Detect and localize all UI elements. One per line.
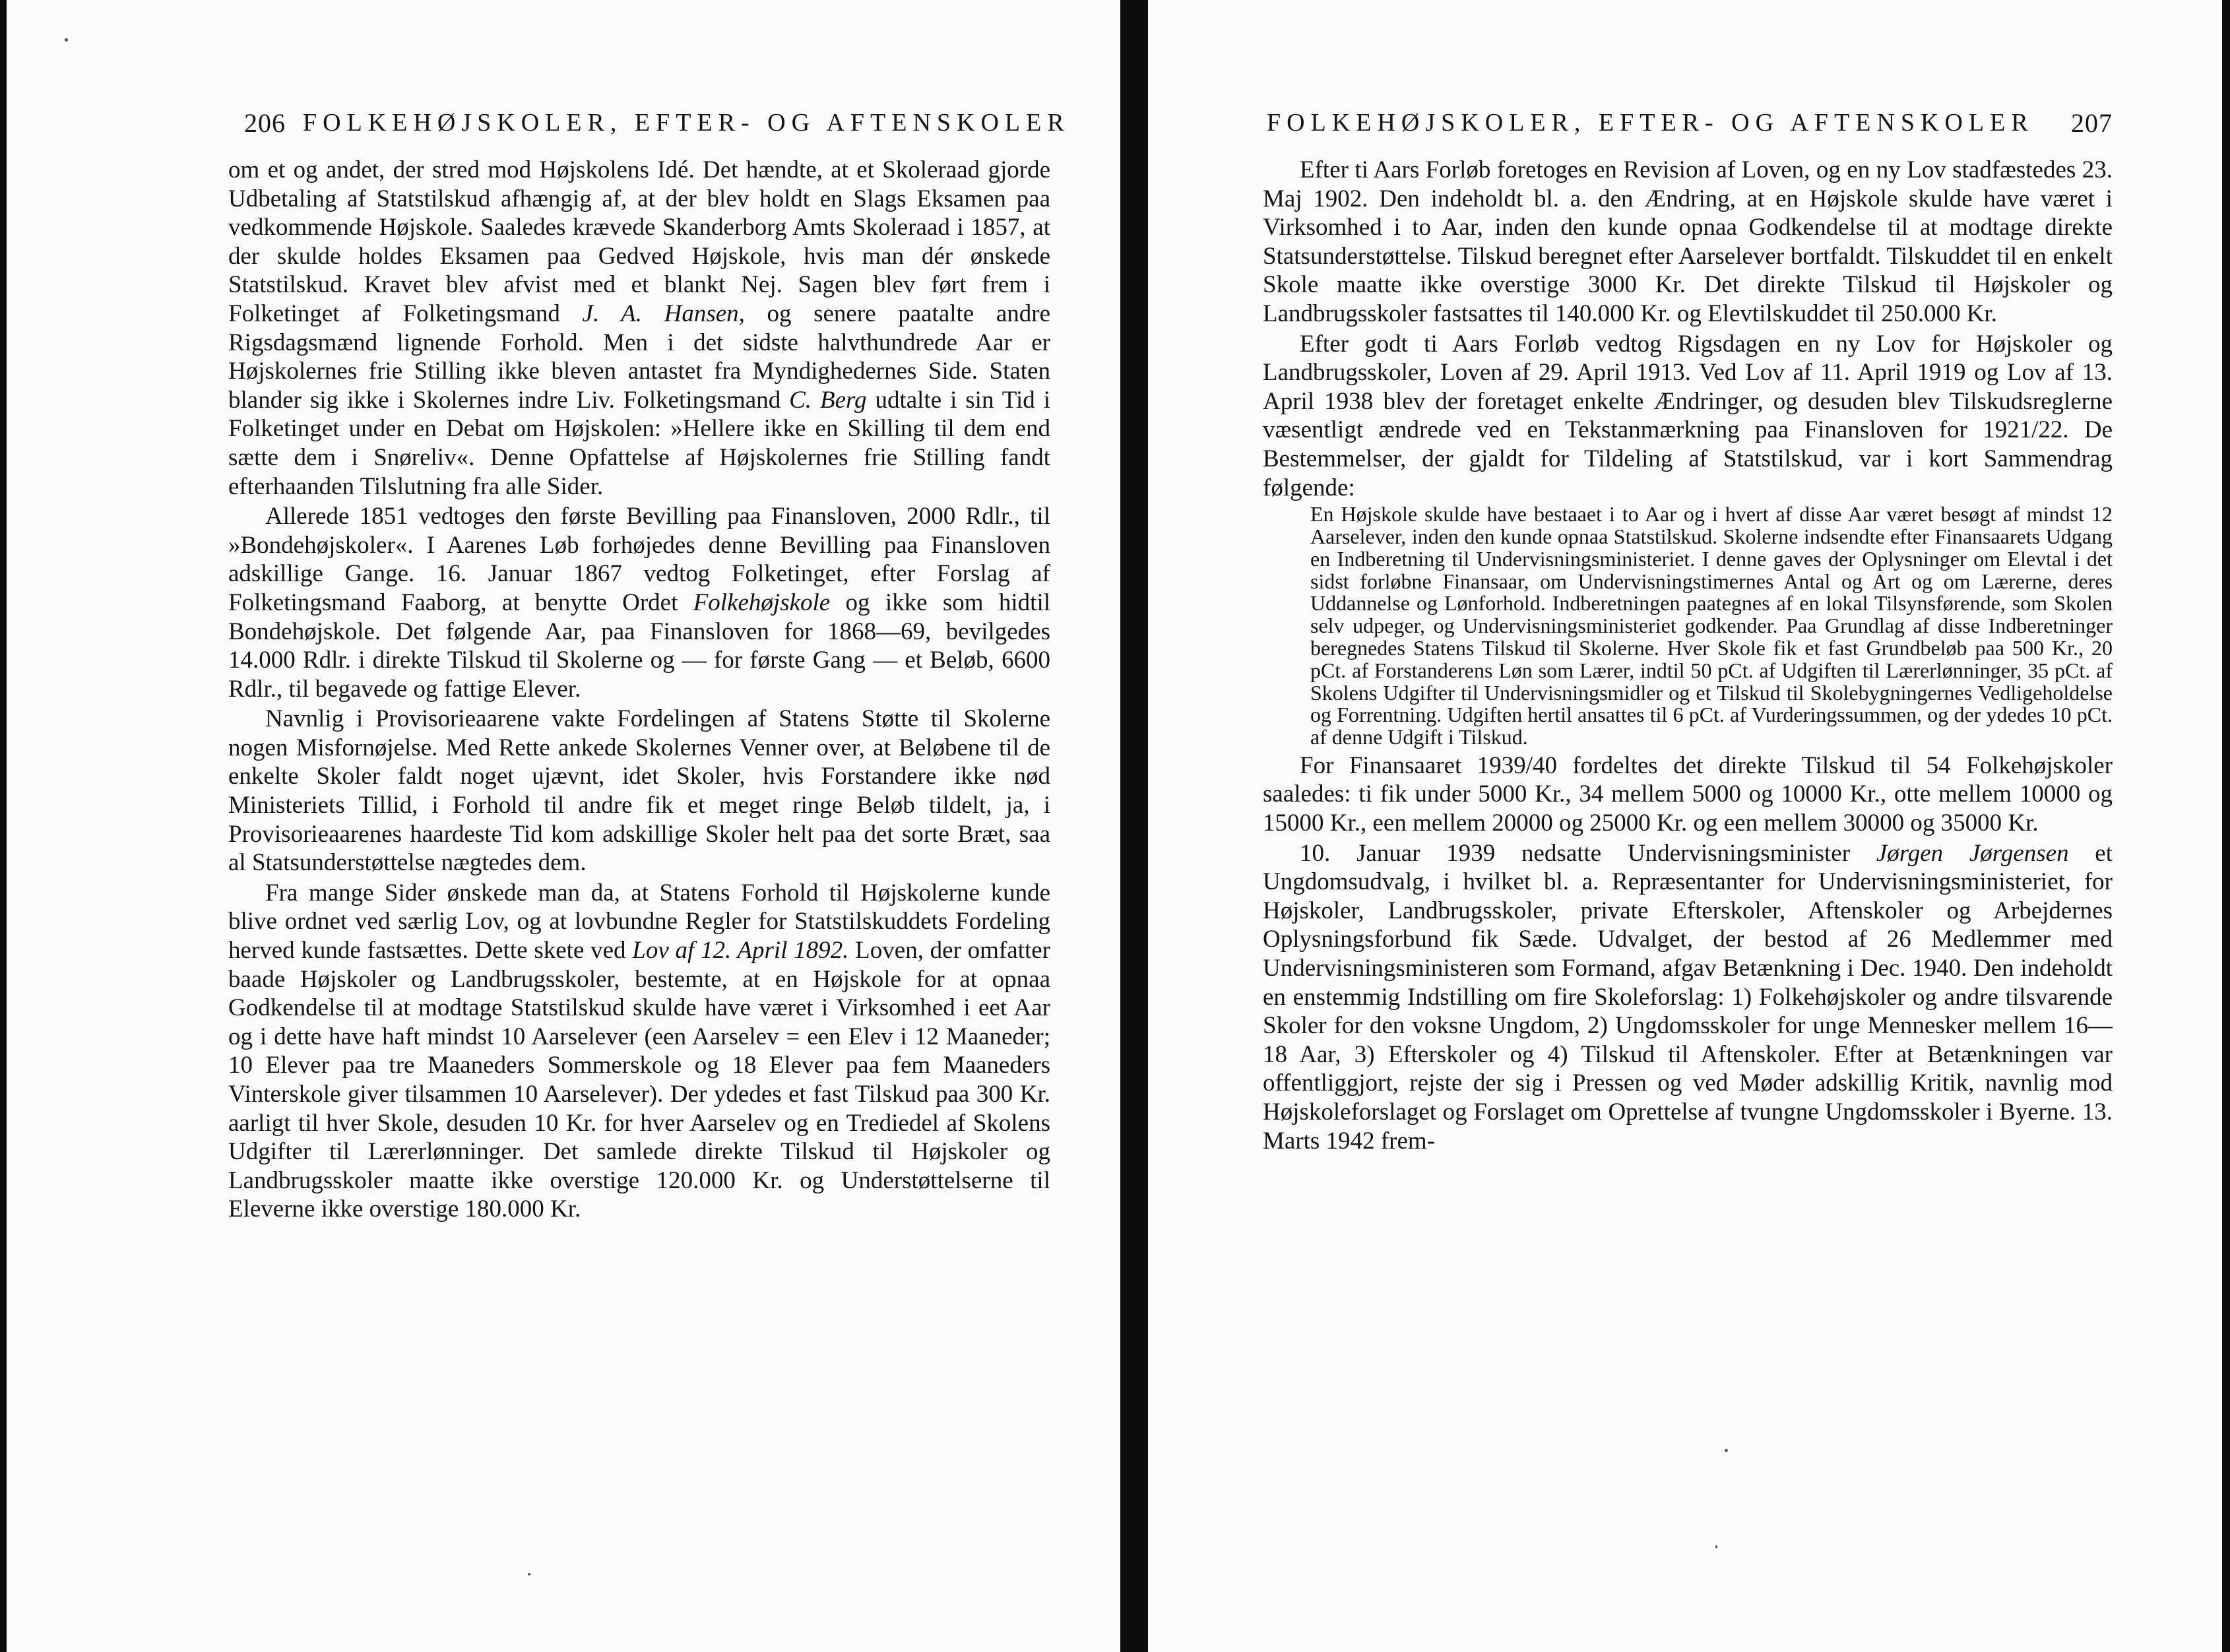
paragraph xyxy=(228,156,1050,501)
emphasized-text: Lov af 12. April 1892. xyxy=(632,937,849,965)
scan-speck xyxy=(1725,1449,1728,1452)
text-run: udtalte i sin Tid i Folketinget under en Debat om Højskolen: »Hellere ikke en Skilling til dem end sætte dem i Snøreliv«. Denne Opfattelse af Højskolernes frie Stilling fandt efterhaanden Tilslutning fra alle Sider. xyxy=(228,386,1050,500)
paragraph xyxy=(1263,839,2113,1156)
quoted-summary: En Højskole skulde have bestaaet i to Aar og i hvert af disse Aar været besøgt af mindst 12 Aarselever, inden den kunde opnaa Statstilskud. Skolerne indsendte efter Finansaarets Udgang en Indberetning til Undervisningsministeriet. I denne gaves der Oplysninger om Elevtal i det sidst forløbne Finansaar, om Undervisningstimernes Antal og Art og om Lærerne, deres Uddannelse og Lønforhold. Indberetningen paategnes af en lokal Tilsynsførende, som Skolen selv udpeger, og Undervisningsministeriet godkender. Paa Grundlag af disse Indberetninger beregnedes Statens Tilskud til Skolerne. Hver Skole fik et fast Grundbeløb paa 500 Kr., 20 pCt. af Forstanderens Løn som Lærer, indtil 50 pCt. af Udgiften til Lærerlønninger, 35 pCt. af Skolens Udgifter til Undervisningsmidler og et Tilskud til Skolebygningernes Vedligeholdelse og Forrentning. Udgiften hertil ansattes til 6 pCt. af Vurderingssummen, og der ydedes 10 pCt. af denne Udgift i Tilskud. xyxy=(1310,502,2113,749)
paragraph: Efter ti Aars Forløb foretoges en Revision af Loven, og en ny Lov stadfæstedes 23. Maj 1902. Den indeholdt bl. a. den Ændring, at en Højskole skulde have været i Virksomhed i to Aar, inden den kunde opnaa Godkendelse til at modtage direkte Statsunderstøttelse. Tilskud beregnet efter Aarselever bortfaldt. Tilskuddet til en enkelt Skole maatte ikke overstige 3000 Kr. Det direkte Tilskud til Højskoler og Landbrugsskoler fastsattes til 140.000 Kr. og Elevtilskuddet til 250.000 Kr. xyxy=(1263,156,2113,327)
text-run: og ikke som hidtil Bondehøjskole. Det følgende Aar, paa Finansloven for 1868—69, bevilgedes 14.000 Rdlr. i direkte Tilskud til Skolerne og — for første Gang — et Beløb, 6600 Rdlr., til begavede og fattige Elever. xyxy=(228,588,1050,703)
text-run: Fra mange Sider ønskede man da, at Statens Forhold til Højskolerne kunde blive ordnet ved særlig Lov, og at lovbundne Regler for Statstilskuddets Fordeling herved kunde fastsættes. Dette skete ved xyxy=(228,879,1050,965)
scan-speck xyxy=(1715,1545,1717,1548)
text-run: et Ungdomsudvalg, i hvilket bl. a. Repræsentanter for Undervisningsministeriet, for Højskoler, Landbrugsskoler, private Efterskoler, Aftenskoler og Arbejdernes Oplysningsforbund fik Sæde. Udvalget, der bestod af 26 Medlemmer med Undervisningsministeren som Formand, afgav Betænkning i Dec. 1940. Den indeholdt en enstemmig Indstilling om fire Skoleforslag: 1) Folkehøjskoler og andre tilsvarende Skoler for den voksne Ungdom, 2) Ungdomsskoler for unge Mennesker mellem 16—18 Aar, 3) Efterskoler og 4) Tilskud til Aftenskoler. Efter at Betænkningen var offentliggjort, rejste der sig i Pressen og ved Møder adskillig Kritik, navnlig mod Højskoleforslaget og Forslaget om Oprettelse af tvungne Ungdomsskoler i Byerne. 13. Marts 1942 frem- xyxy=(1263,839,2113,1155)
emphasized-text: C. Berg xyxy=(789,386,867,414)
paragraph: Efter godt ti Aars Forløb vedtog Rigsdagen en ny Lov for Højskoler og Landbrugsskoler, Loven af 29. April 1913. Ved Lov af 11. April 1919 og Lov af 13. April 1938 blev der foretaget enkelte Ændringer, og desuden blev Tilskudsreglerne væsentligt ændrede ved en Tekstanmærkning paa Finansloven for 1921/22. De Bestemmelser, der gjaldt for Tildeling af Statstilskud, var i kort Sammendrag følgende: xyxy=(1263,330,2113,501)
emphasized-text: Folkehøjskole xyxy=(693,588,831,616)
scan-speck xyxy=(528,1573,530,1575)
paragraph: For Finansaaret 1939/40 fordeltes det direkte Tilskud til 54 Folkehøjskoler saaledes: ti fik under 5000 Kr., 34 mellem 5000 og 10000 Kr., otte mellem 10000 og 15000 Kr., een mellem 20000 og 25000 Kr. og een mellem 30000 og 35000 Kr. xyxy=(1263,751,2113,837)
text-run: Navnlig i Provisorieaarene vakte Fordelingen af Statens Støtte til Skolerne nogen Misfornøjelse. Med Rette ankede Skolernes Venner over, at Beløbene til de enkelte Skoler faldt noget ujævnt, idet Skoler, hvis Forstandere ikke nød Ministeriets Tillid, i Forhold til andre fik et meget ringe Beløb tildelt, ja, i Provisorieaarenes haardeste Tid kom adskillige Skoler helt paa det sorte Bræt, saa al Statsunderstøttelse nægtedes dem. xyxy=(228,705,1050,877)
text-run: 10. Januar 1939 nedsatte Undervisningsminister xyxy=(1300,839,1876,867)
page-number: 207 xyxy=(2071,108,2113,138)
running-header-right xyxy=(1267,96,2113,149)
right-page-body xyxy=(1263,156,2113,1155)
emphasized-text: Jørgen Jørgensen xyxy=(1876,839,2069,867)
running-header-left xyxy=(244,96,1070,149)
paragraph xyxy=(228,502,1050,703)
scan-speck xyxy=(65,38,68,42)
text-run: om et og andet, der stred mod Højskolens Idé. Det hændte, at et Skoleraad gjorde Udbetaling af Statstilskud afhængig af, at der blev holdt en Slags Eksamen paa vedkommende Højskole. Saaledes krævede Skanderborg Amts Skoleraad i 1857, at der skulde holdes Eksamen paa Gedved Højskole, hvis man dér ønskede Statstilskud. Kravet blev afvist med et blankt Nej. Sagen blev ført frem i Folketinget af Folketingsmand xyxy=(228,156,1050,327)
paragraph xyxy=(228,705,1050,877)
right-page xyxy=(1148,0,2222,1652)
running-head-title: FOLKEHØJSKOLER, EFTER- OG AFTENSKOLER xyxy=(1267,109,2034,137)
left-page xyxy=(7,0,1120,1652)
emphasized-text: J. A. Hansen, xyxy=(582,300,745,327)
text-run: og senere paatalte andre Rigsdagsmænd lignende Forhold. Men i det sidste halvthundrede Aar er Højskolernes frie Stilling ikke bleven antastet fra Myndighedernes Side. Staten blander sig ikke i Skolernes indre Liv. Folketingsmand xyxy=(228,300,1050,414)
left-page-body xyxy=(228,156,1050,1224)
paragraph xyxy=(228,879,1050,1224)
page-number: 206 xyxy=(244,108,286,138)
text-run: Allerede 1851 vedtoges den første Bevilling paa Finansloven, 2000 Rdlr., til »Bondehøjskoler«. I Aarenes Løb forhøjedes denne Bevilling paa Finansloven adskillige Gange. 16. Januar 1867 vedtog Folketinget, efter Forslag af Folketingsmand Faaborg, at benytte Ordet xyxy=(228,503,1050,616)
running-head-title: FOLKEHØJSKOLER, EFTER- OG AFTENSKOLER xyxy=(303,109,1070,137)
text-run: Loven, der omfatter baade Højskoler og Landbrugsskoler, bestemte, at en Højskole for at opnaa Godkendelse til at modtage Statstilskud skulde have været i Virksomhed i eet Aar og i dette have haft mindst 10 Aarselever (een Aarselev = een Elev i 12 Maaneder; 10 Elever paa tre Maaneders Sommerskole og 18 Elever paa fem Maaneders Vinterskole giver tilsammen 10 Aarselever). Der ydedes et fast Tilskud paa 300 Kr. aarligt til hver Skole, desuden 10 Kr. for hver Aarselev og en Trediedel af Skolens Udgifter til Lærerlønninger. Det samlede direkte Tilskud til Højskoler og Landbrugsskoler maatte ikke overstige 120.000 Kr. og Understøttelserne til Eleverne ikke overstige 180.000 Kr. xyxy=(228,937,1051,1223)
